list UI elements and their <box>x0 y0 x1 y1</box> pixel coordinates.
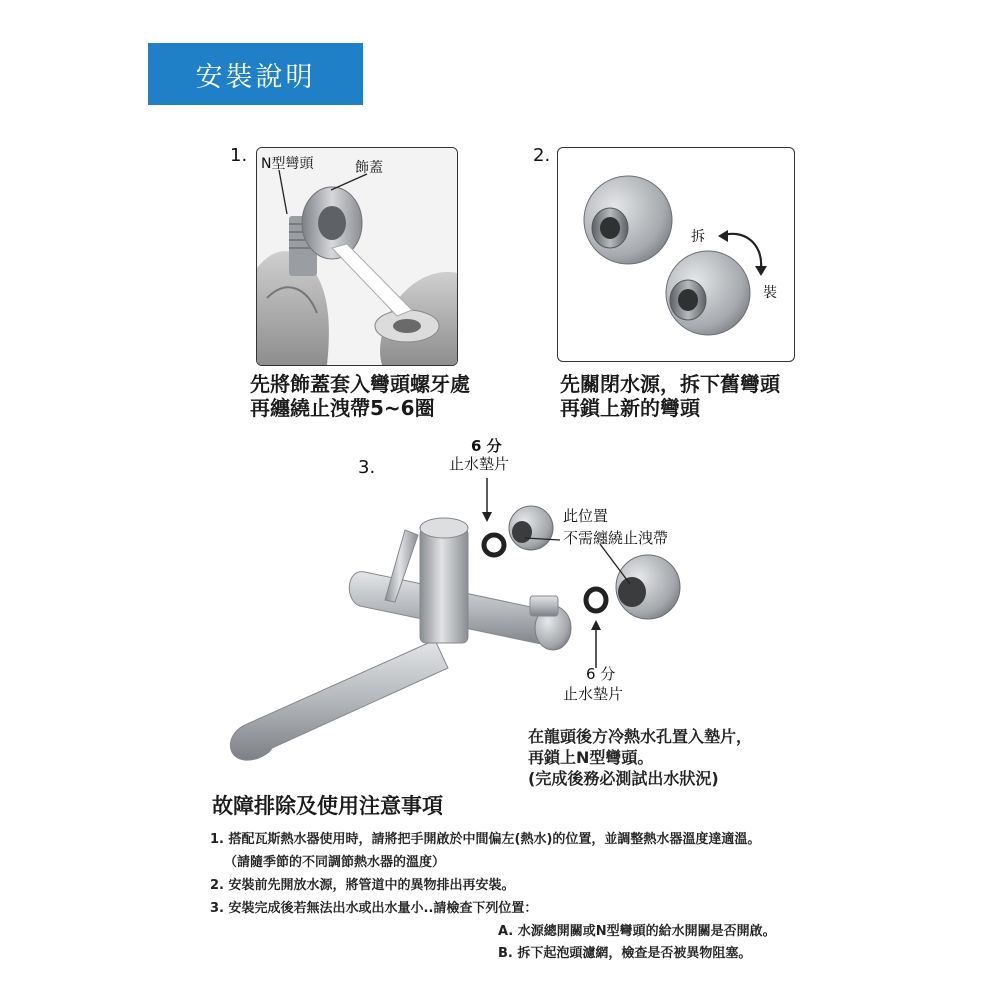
label-install: 裝 <box>763 285 777 301</box>
tip-item-1-sub: （請隨季節的不同調節熱水器的溫度） <box>224 855 446 870</box>
step2-caption-line2: 再鎖上新的彎頭 <box>560 396 700 420</box>
banner-title: 安裝說明 <box>195 61 316 93</box>
gasket-bottom-size: 6 分 <box>586 665 616 683</box>
gasket-top-size: 6 分 <box>471 437 502 455</box>
step1-caption-line2: 再纏繞止洩帶5~6圈 <box>250 396 435 420</box>
step3-note-line3: (完成後務必測試出水狀況) <box>528 769 719 788</box>
step3-note-line1: 在龍頭後方冷熱水孔置入墊片， <box>528 727 753 746</box>
label-cover: 飾蓋 <box>355 160 383 176</box>
step2-caption-line1: 先關閉水源，拆下舊彎頭 <box>560 372 780 396</box>
step3-note-line2: 再鎖上N型彎頭。 <box>528 748 654 767</box>
gasket-bottom-label: 止水墊片 <box>563 685 624 703</box>
label-remove: 拆 <box>691 229 705 245</box>
no-tape-line2: 不需纏繞止洩帶 <box>563 529 669 547</box>
troubleshoot-title: 故障排除及使用注意事項 <box>212 794 443 818</box>
step3-number: 3. <box>358 457 376 478</box>
tip-item-3a: A. 水源總開關或N型彎頭的給水開關是否開啟。 <box>498 924 776 939</box>
no-tape-line1: 此位置 <box>563 507 609 525</box>
step1-caption-line1: 先將飾蓋套入彎頭螺牙處 <box>250 372 470 396</box>
tip-item-2: 2. 安裝前先開放水源，將管道中的異物排出再安裝。 <box>210 878 515 893</box>
label-n-elbow: N型彎頭 <box>261 156 314 172</box>
tip-item-1: 1. 搭配瓦斯熱水器使用時，請將把手開啟於中間偏左(熱水)的位置，並調整熱水器溫度達適溫。 <box>210 832 761 847</box>
step1-number: 1. <box>230 145 248 166</box>
gasket-top-label: 止水墊片 <box>449 455 510 473</box>
tip-item-3b: B. 拆下起泡頭濾網，檢查是否被異物阻塞。 <box>498 946 752 961</box>
tip-item-3: 3. 安裝完成後若無法出水或出水量小..請檢查下列位置： <box>210 901 538 916</box>
step2-number: 2. <box>533 145 551 166</box>
